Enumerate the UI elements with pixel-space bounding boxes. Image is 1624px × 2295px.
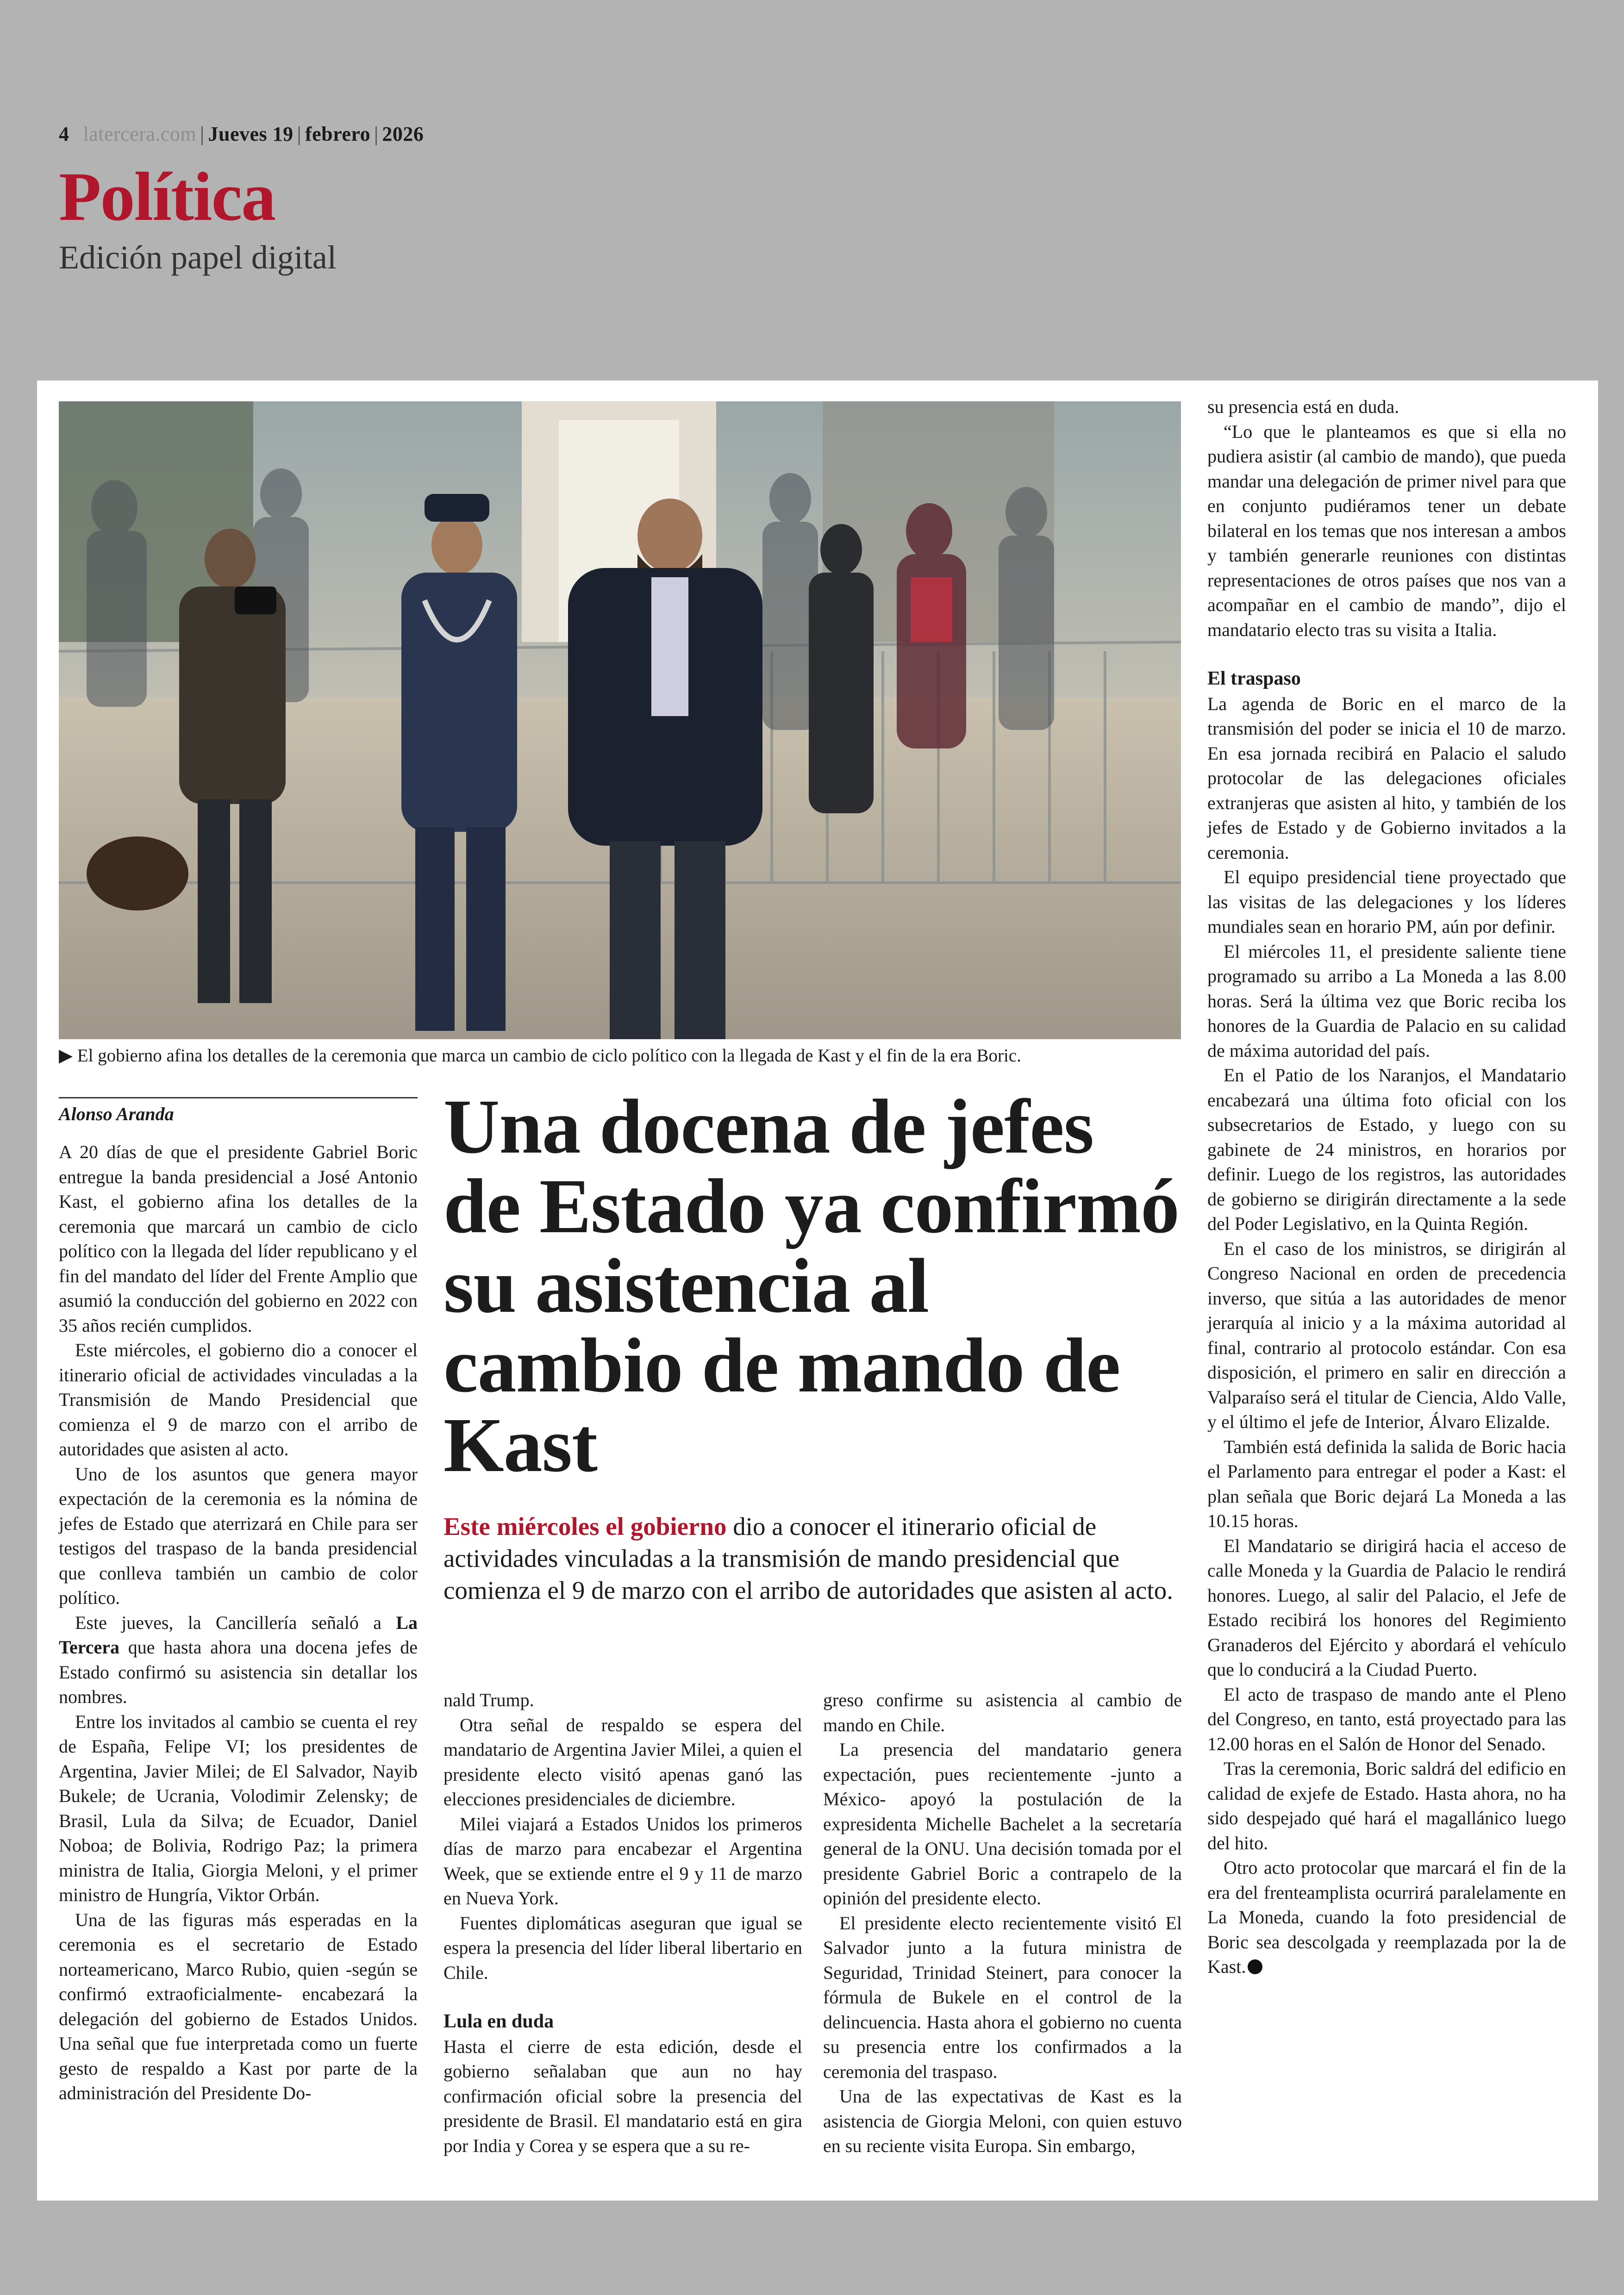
- paragraph: A 20 días de que el presidente Gabriel Boric entregue la banda presidencial a José Antonio Kast, el gobierno afina los detalles de la ceremonia que marcará un cambio de ciclo político con la llegada del líder republicano y el fin del mandato del líder del Frente Amplio que asumió la conducción del gobierno en 2022 con 35 años recién cumplidos.: [59, 1141, 418, 1336]
- article-column-2: [443, 1688, 802, 2158]
- subheading-lula: Lula en duda: [443, 2011, 554, 2032]
- paragraph: nald Trump.: [443, 1690, 534, 1710]
- photo-caption: [59, 1045, 1188, 1067]
- paragraph: su presencia está en duda.: [1207, 396, 1399, 417]
- article-column-4: [1207, 394, 1566, 1979]
- paragraph: Otro acto protocolar que marcará el fin de la era del frenteamplista ocurrirá paralelamente en La Moneda, cuando la foto presidencial de Boric sea descolgada y reemplazada por la de Kast.: [1207, 1857, 1566, 1977]
- paragraph: Hasta el cierre de esta edición, desde el gobierno señalaban que aun no hay confirmación oficial sobre la presencia del presidente de Brasil. El mandatario está en gira por India y Corea y se espera que a su re-: [443, 2036, 802, 2156]
- article-lead: [443, 1510, 1184, 1606]
- paragraph: Milei viajará a Estados Unidos los primeros días de marzo para encabezar el Argentina Week, que se extiende entre el 9 y 11 de marzo en Nueva York.: [443, 1813, 802, 1908]
- newspaper-name: La Tercera: [59, 1612, 418, 1658]
- page-number: 4: [59, 123, 69, 145]
- photo-illustration: [59, 401, 1181, 1039]
- issue-year: 2026: [382, 123, 424, 145]
- paragraph: Este jueves, la Cancillería señaló a La Tercera que hasta ahora una docena jefes de Estado confirmó su asistencia sin detallar los nombres.: [59, 1612, 418, 1707]
- paragraph: Otra señal de respaldo se espera del mandatario de Argentina Javier Milei, a quien el presidente electo visitó apenas ganó las elecciones presidenciales de diciembre.: [443, 1714, 802, 1809]
- paragraph: El acto de traspaso de mando ante el Pleno del Congreso, en tanto, está proyectado para las 12.00 horas en el Salón de Honor del Senado.: [1207, 1684, 1566, 1754]
- section-title: Política: [59, 158, 275, 235]
- article-photo: [59, 401, 1181, 1039]
- paragraph: Entre los invitados al cambio se cuenta el rey de España, Felipe VI; los presidentes de Argentina, Javier Milei; de El Salvador, Nayib Bukele; de Ucrania, Volodimir Zelensky; de Brasil, Lula da Silva; de Ecuador, Daniel Noboa; de Bolivia, Rodrigo Paz; la primera ministra de Italia, Giorgia Meloni, y el primer ministro de Hungría, Viktor Orbán.: [59, 1711, 418, 1905]
- photo-caption-text: El gobierno afina los detalles de la ceremonia que marca un cambio de ciclo político con la llegada de Kast y el fin de la era Boric.: [77, 1046, 1021, 1066]
- paragraph: El presidente electo recientemente visitó El Salvador junto a la futura ministra de Seguridad, Trinidad Steinert, para conocer la fórmula de Bukele en el control de la delincuencia. Hasta ahora el gobierno no cuenta su presencia entre los confirmados a la ceremonia del traspaso.: [823, 1912, 1182, 2082]
- paragraph: Uno de los asuntos que genera mayor expectación de la ceremonia es la nómina de jefes de Estado que aterrizará en Chile para ser testigos del traspaso de la banda presidencial que conlleva también un cambio de color político.: [59, 1463, 418, 1608]
- paragraph: Este miércoles, el gobierno dio a conocer el itinerario oficial de actividades vinculadas a la Transmisión de Mando Presidencial que comienza el 9 de marzo con el arribo de autoridades que asisten al acto.: [59, 1340, 418, 1459]
- article-column-3: [823, 1688, 1182, 2158]
- paragraph: En el Patio de los Naranjos, el Mandatario encabezará una última foto oficial con los subsecretarios de Estado, y luego con su gabinete de 24 ministros, en horarios por definir. Luego de los registros, las autoridades de gobierno se dirigirán directamente a la sede del Poder Legislativo, en la Quinta Región.: [1207, 1065, 1566, 1234]
- article-headline: Una docena de jefes de Estado ya confirmó su asistencia al cambio de mando de Kast: [443, 1084, 1179, 1488]
- paragraph: El miércoles 11, el presidente saliente tiene programado su arribo a La Moneda a las 8.00 horas. Será la última vez que Boric reciba los honores de la Guardia de Palacio en su calidad de máxima autoridad del país.: [1207, 941, 1566, 1061]
- lead-highlight: Este miércoles el gobierno: [443, 1512, 727, 1540]
- lead-text: dio a conocer el itinerario oficial de actividades vinculadas a la transmisión de mando presidencial que comienza el 9 de marzo con el arribo de autoridades que asisten al acto.: [443, 1512, 1173, 1604]
- paragraph: Una de las figuras más esperadas en la ceremonia es el secretario de Estado norteamericano, Marco Rubio, quien -según se confirmó extraoficialmente- encabezará la delegación del gobierno de Estados Unidos. Una señal que fue interpretada como un fuerte gesto de respaldo a Kast por parte de la administración del Presidente Do-: [59, 1909, 418, 2103]
- page-header: 4 latercera.com | Jueves 19 | febrero | 2026: [59, 123, 424, 145]
- author-byline: Alonso Aranda: [59, 1097, 418, 1125]
- article-column-1: [59, 1140, 418, 2106]
- paragraph: “Lo que le planteamos es que si ella no pudiera asistir (al cambio de mando), que pueda mandar una delegación de primer nivel para que en conjunto pudiéramos tener un debate bilateral en los temas que nos interesan a ambos y también generarle reuniones con distintas representaciones de otros países que nos van a acompañar en el cambio de mando”, dijo el mandatario electo tras su visita a Italia.: [1207, 421, 1566, 640]
- paragraph: La presencia del mandatario genera expectación, pues recientemente -junto a México- apoyó la postulación de la expresidenta Michelle Bachelet a la secretaría general de la ONU. Una decisión tomada por el presidente Gabriel Boric a contrapelo de la opinión del presidente electo.: [823, 1739, 1182, 1908]
- paragraph: También está definida la salida de Boric hacia el Parlamento para entregar el poder a Kast: el plan señala que Boric dejará La Moneda a las 10.15 horas.: [1207, 1436, 1566, 1531]
- caption-arrow-icon: ▶: [59, 1046, 73, 1066]
- paragraph: Una de las expectativas de Kast es la asistencia de Giorgia Meloni, con quien estuvo en su reciente visita Europa. Sin embargo,: [823, 2086, 1182, 2156]
- issue-month: febrero: [305, 123, 371, 145]
- paragraph: Fuentes diplomáticas aseguran que igual se espera la presencia del líder liberal libertario en Chile.: [443, 1912, 802, 1983]
- paragraph: greso confirme su asistencia al cambio de mando en Chile.: [823, 1690, 1182, 1735]
- paragraph: El equipo presidencial tiene proyectado que las visitas de las delegaciones y los líderes mundiales sean en horario PM, aún por definir.: [1207, 867, 1566, 937]
- subheading-traspaso: El traspaso: [1207, 668, 1301, 689]
- paragraph: Tras la ceremonia, Boric saldrá del edificio en calidad de exjefe de Estado. Hasta ahora, no ha sido despejado qué hará el magallánico luego del hito.: [1207, 1758, 1566, 1853]
- end-mark-icon: [1248, 1959, 1262, 1974]
- paragraph: En el caso de los ministros, se dirigirán al Congreso Nacional en orden de precedencia inverso, que sitúa a las autoridades de menor jerarquía al inicio y a la máxima autoridad al final, contrario al protocolo estándar. Con esa disposición, el primero en salir en dirección a Valparaíso será el titular de Ciencia, Aldo Valle, y el último el jefe de Interior, Álvaro Elizalde.: [1207, 1238, 1566, 1432]
- paragraph: El Mandatario se dirigirá hacia el acceso de calle Moneda y la Guardia de Palacio le rendirá honores. Luego, al salir del Palacio, el Jefe de Estado recibirá los honores del Regimiento Granaderos del Ejército y abordará el vehículo que lo conducirá a la Ciudad Puerto.: [1207, 1535, 1566, 1680]
- issue-day: Jueves 19: [208, 123, 294, 145]
- site-name[interactable]: latercera.com: [83, 123, 197, 145]
- section-subtitle: Edición papel digital: [59, 239, 337, 276]
- paragraph: La agenda de Boric en el marco de la transmisión del poder se inicia el 10 de marzo. En esa jornada recibirá en Palacio el saludo protocolar de las delegaciones oficiales extranjeras que asisten al hito, y también de los jefes de Estado y de Gobierno invitados a la ceremonia.: [1207, 693, 1566, 863]
